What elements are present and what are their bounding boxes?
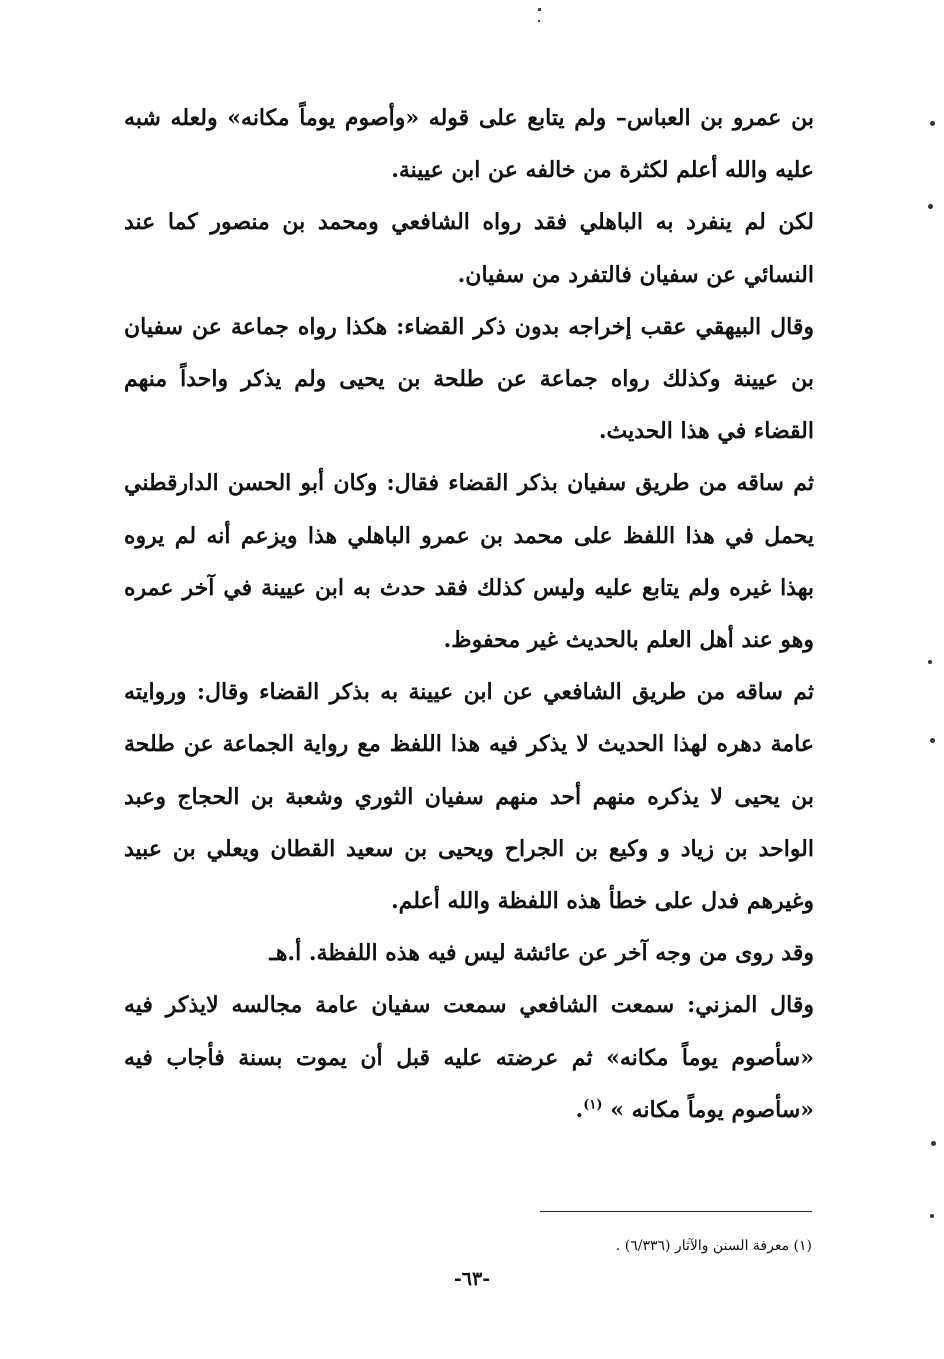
footnote: (١) معرفة السنن والآثار (٦/٣٣٦) . — [615, 1238, 812, 1254]
paragraph-7-wrapper — [124, 979, 814, 1136]
footnote-reference: (١) — [583, 1097, 603, 1113]
page-number: -٦٣- — [453, 1268, 491, 1290]
paragraph-4: ثم ساقه من طريق سفيان بذكر القضاء فقال: وكان أبو الحسن الدارقطني يحمل في هذا اللفظ على محمد بن عمرو الباهلي هذا ويزعم أنه لم يروه بهذا غيره ولم يتابع عليه وليس كذلك فقد حدث به ابن عيينة في آخر عمره وهو عند أهل العلم بالحديث غير محفوظ. — [124, 470, 814, 654]
scan-speck — [538, 8, 541, 11]
paragraph-6: وقد روى من وجه آخر عن عائشة ليس فيه هذه اللفظة. أ.هـ — [269, 940, 814, 967]
paragraph-5: ثم ساقه من طريق الشافعي عن ابن عيينة به بذكر القضاء وقال: وروايته عامة دهره لهذا الحديث لا يذكر فيه هذا اللفظ مع رواية الجماعة عن طلحة بن يحيى لا يذكره منهم أحد منهم سفيان الثوري وشعبة بن الحجاج وعبد الواحد بن زياد و وكيع بن الجراح ويحيى بن سعيد القطان ويعلي بن عبيد وغيرهم فدل على خطأ هذه اللفظة والله أعلم. — [124, 679, 814, 915]
scan-mark — [928, 204, 933, 209]
paragraph-7-end: . — [575, 1096, 584, 1123]
scan-mark — [930, 1214, 934, 1218]
scan-mark — [930, 121, 935, 126]
body-text — [124, 92, 814, 1136]
scan-mark — [930, 738, 935, 743]
paragraph-3: وقال البيهقي عقب إخراجه بدون ذكر القضاء: هكذا رواه جماعة عن سفيان بن عيينة وكذلك رواه جماعة عن طلحة بن يحيى ولم يذكر واحداً منهم القضاء في هذا الحديث. — [124, 313, 814, 445]
footnote-divider — [540, 1211, 812, 1212]
paragraph-7: وقال المزني: سمعت الشافعي سمعت سفيان عامة مجالسه لايذكر فيه «سأصوم يوماً مكانه» ثم عرضته عليه قبل أن يموت بسنة فأجاب فيه «سأصوم يوماً مكانه » — [124, 992, 814, 1123]
paragraph-2: لكن لم ينفرد به الباهلي فقد رواه الشافعي ومحمد بن منصور كما عند النسائي عن سفيان فالتفرد من سفيان. — [124, 209, 814, 288]
scan-mark — [928, 660, 932, 664]
scan-speck — [538, 20, 540, 22]
paragraph-1: بن عمرو بن العباس– ولم يتابع على قوله «وأصوم يوماً مكانه» ولعله شبه عليه والله أعلم لكثرة من خالفه عن ابن عيينة. — [124, 105, 814, 184]
scan-mark — [931, 1141, 936, 1146]
